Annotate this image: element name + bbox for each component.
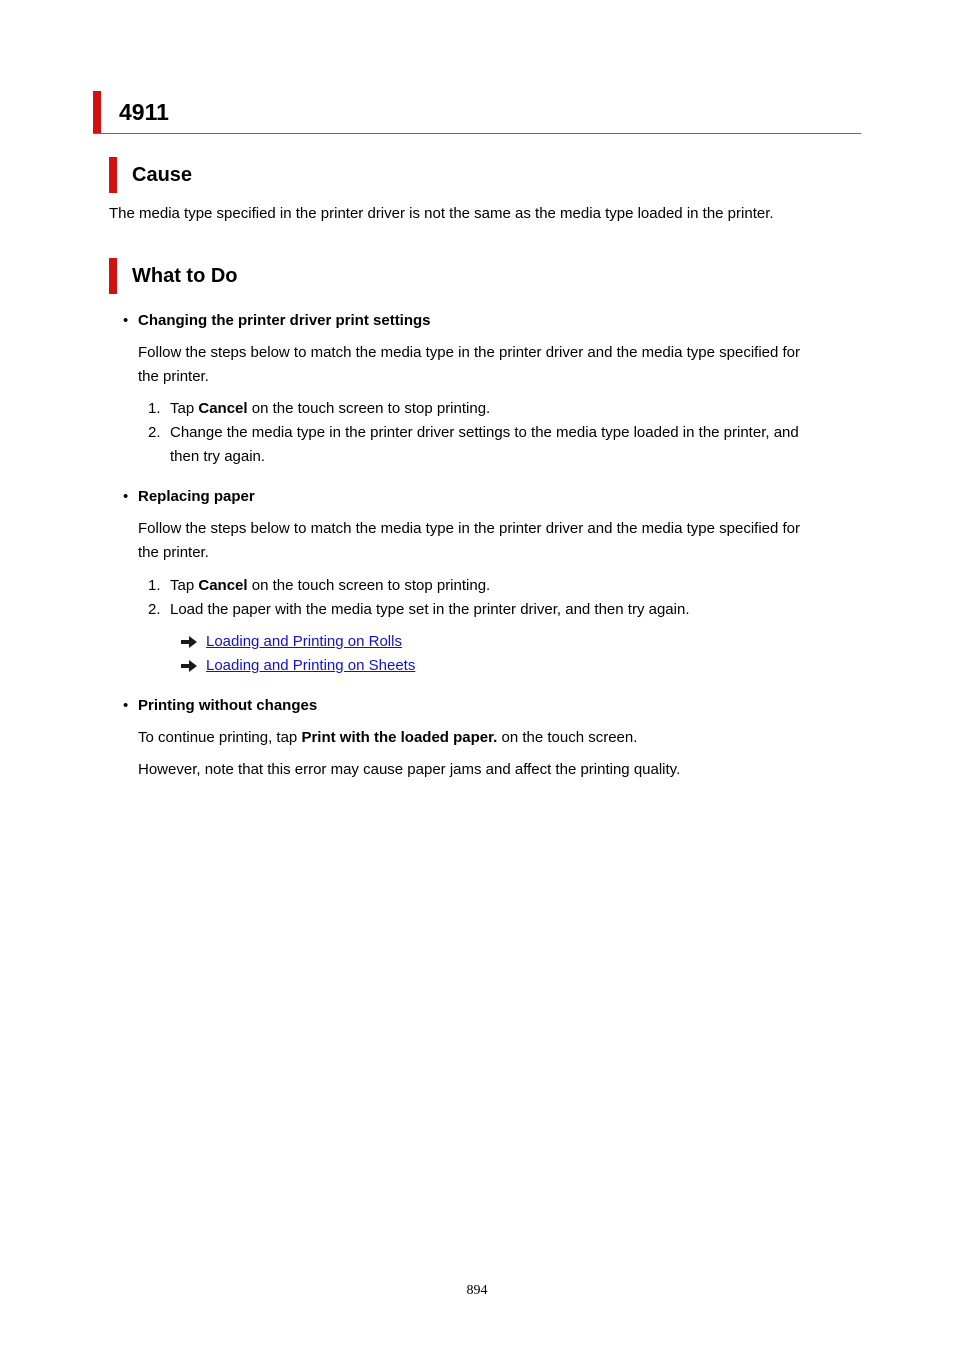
section-title: Printing without changes [138,697,318,714]
cause-heading: Cause [132,164,193,186]
link-loading-rolls[interactable]: Loading and Printing on Rolls [206,633,402,650]
title-accent-bar [93,91,101,133]
bullet-icon: • [123,488,129,505]
step-number: 1. [148,577,161,594]
step-text: Change the media type in the printer driver settings to the media type loaded in the printer, and [170,424,799,441]
step-number: 1. [148,400,161,417]
cancel-term: Cancel [198,577,248,594]
bullet-icon: • [123,312,129,329]
page-number: 894 [466,1283,488,1298]
section-title: Replacing paper [138,488,255,505]
section-intro: Follow the steps below to match the media type in the printer driver and the media type specified for [138,344,801,361]
arrow-right-icon [181,660,197,672]
section-title: Changing the printer driver print settings [138,312,431,329]
step-text: Load the paper with the media type set in the printer driver, and then try again. [170,601,690,618]
page-title-block [93,91,861,134]
step-number: 2. [148,424,161,441]
what-to-do-heading: What to Do [132,265,238,287]
section-paragraph: To continue printing, tap Print with the loaded paper. on the touch screen. [138,729,638,746]
step-text-cont: then try again. [170,448,266,465]
bullet-icon: • [123,697,129,714]
section-intro: Follow the steps below to match the media type in the printer driver and the media type specified for [138,520,801,537]
step-number: 2. [148,601,161,618]
step-text: Tap Cancel on the touch screen to stop printing. [170,577,491,594]
print-loaded-paper-term: Print with the loaded paper. [301,729,498,746]
section-paragraph: However, note that this error may cause paper jams and affect the printing quality. [138,761,681,778]
section-intro-cont: the printer. [138,544,209,561]
link-loading-sheets[interactable]: Loading and Printing on Sheets [206,657,416,674]
cause-accent-bar [109,157,117,193]
cause-text: The media type specified in the printer driver is not the same as the media type loaded in the printer. [109,205,774,222]
what-to-do-accent-bar [109,258,117,294]
step-text: Tap Cancel on the touch screen to stop printing. [170,400,491,417]
page-title: 4911 [119,99,169,125]
cancel-term: Cancel [198,400,248,417]
arrow-right-icon [181,636,197,648]
section-intro-cont: the printer. [138,368,209,385]
